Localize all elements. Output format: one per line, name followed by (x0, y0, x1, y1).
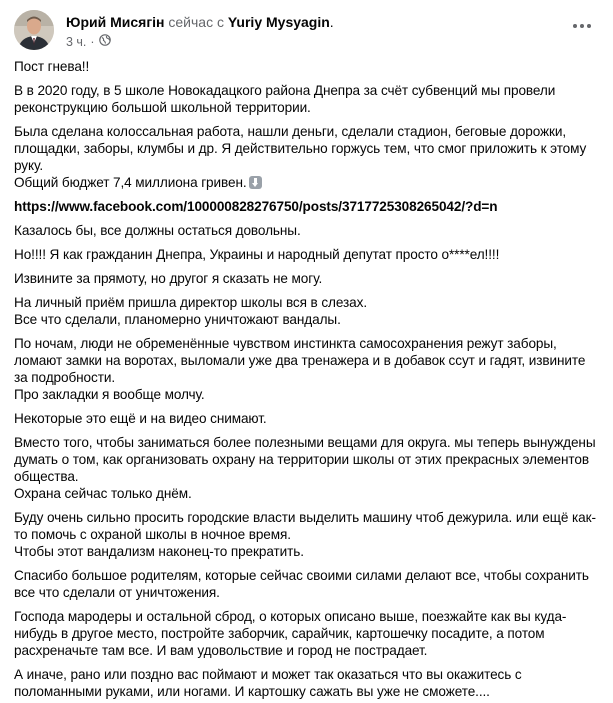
paragraph: Некоторые это ещё и на видео снимают. (14, 411, 267, 426)
author-name[interactable]: Юрий Мисягін (66, 14, 165, 30)
paragraph-text: Была сделана колоссальная работа, нашли деньги, сделали стадион, беговые дорожки, площадки, заборы, клумбы и др. Я действительно горжусь тем, что смог приложить к этому руку. (14, 124, 587, 173)
more-dot (580, 24, 584, 28)
avatar[interactable] (14, 10, 54, 50)
paragraph (14, 294, 599, 328)
paragraph-line: Охрана сейчас только днём. (14, 486, 192, 501)
down-arrow-emoji-icon (249, 176, 262, 189)
meta-separator: · (90, 35, 95, 49)
post-meta (66, 33, 559, 51)
paragraph: В в 2020 году, в 5 школе Новокадацкого района Днепра за счёт субвенций мы провели реконструкцию большой школьной территории. (14, 83, 556, 115)
more-dot (587, 24, 591, 28)
paragraph (14, 123, 599, 174)
paragraph (14, 198, 599, 215)
globe-icon[interactable] (99, 33, 111, 51)
paragraph (14, 335, 599, 403)
paragraph-line: Буду очень сильно просить городские власти выделить машину чтоб дежурила. или ещё как-то помочь с охраной школы в ночное время. (14, 510, 596, 542)
paragraph-line: На личный приём пришла директор школы вся в слезах. (14, 295, 368, 310)
paragraph: А иначе, рано или поздно вас поймают и может так оказаться что вы окажитесь с поломанными руками, или ногами. И картошку сажать вы уже не сможете.... (14, 667, 522, 699)
paragraph: Казалось бы, все должны остаться довольны. (14, 223, 301, 238)
paragraph-line: Про закладки я вообще молчу. (14, 387, 205, 402)
paragraph: Господа мародеры и остальной сброд, о которых описано выше, поезжайте как вы куда-нибудь в другое место, постройте заборчик, сарайчик, картошечку посадите, а потом расхреначьте там все. И вам удовольствие и город не пострадает. (14, 609, 567, 658)
paragraph: Но!!!! Я как гражданин Днепра, Украины и народный депутат просто о****ел!!!! (14, 247, 500, 262)
paragraph: Извините за прямоту, но другог я сказать не могу. (14, 271, 323, 286)
tagged-connector: сейчас с (168, 14, 224, 30)
paragraph: Спасибо большое родителям, которые сейчас своими силами делают все, чтобы сохранить все что сделали от уничтожения. (14, 568, 589, 600)
budget-text: Общий бюджет 7,4 миллиона гривен. (14, 175, 247, 190)
paragraph-line: Вместо того, чтобы заниматься более полезными вещами для округа. мы теперь вынуждены думать о том, как организовать охрану на территории школы от этих прекрасных элементов общества. (14, 435, 596, 484)
paragraph-line: Чтобы этот вандализм наконец-то прекратить. (14, 544, 304, 559)
author-line-period: . (329, 14, 334, 30)
more-options-button[interactable] (567, 14, 597, 38)
paragraph (14, 174, 599, 191)
paragraph (14, 434, 599, 502)
avatar-photo (14, 10, 54, 50)
paragraph-line: Все что сделали, планомерно уничтожают вандалы. (14, 312, 341, 327)
author-line (66, 13, 559, 31)
co-author-name[interactable]: Yuriy Mysyagin (227, 14, 330, 30)
paragraph: Пост гнева!! (14, 59, 90, 74)
post-timestamp[interactable]: 3 ч. (66, 35, 87, 49)
post-body (14, 58, 599, 700)
post-header-text (66, 13, 559, 51)
paragraph (14, 509, 599, 560)
paragraph-line: По ночам, люди не обременённые чувством инстинкта самосохранения режут заборы, ломают замки на воротах, выломали уже два тренажера и в добавок ссут и гадят, извините за подробности. (14, 336, 586, 385)
more-options-icon (573, 24, 577, 28)
post-header (14, 10, 599, 58)
post-link[interactable]: https://www.facebook.com/100000828276750/posts/3717725308265042/?d=n (14, 199, 498, 214)
